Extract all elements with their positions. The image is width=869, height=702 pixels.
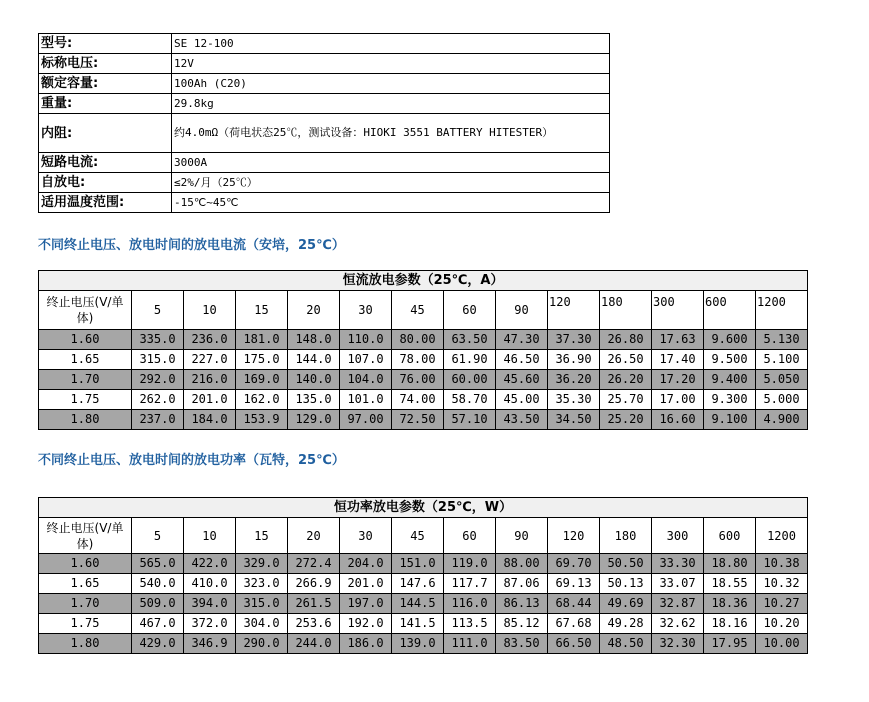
- value-cell: 5.050: [756, 370, 808, 390]
- value-cell: 25.20: [600, 410, 652, 430]
- column-header: 300: [652, 291, 704, 330]
- table-row: [39, 574, 808, 594]
- value-cell: 69.13: [548, 574, 600, 594]
- value-cell: 25.70: [600, 390, 652, 410]
- value-cell: 9.500: [704, 350, 756, 370]
- value-cell: 80.00: [392, 330, 444, 350]
- value-cell: 10.20: [756, 614, 808, 634]
- value-cell: 32.62: [652, 614, 704, 634]
- current-section-title: 不同终止电压、放电时间的放电电流（安培，25℃）: [38, 238, 345, 253]
- table-header-row: [39, 518, 808, 554]
- value-cell: 48.50: [600, 634, 652, 654]
- value-cell: 50.50: [600, 554, 652, 574]
- value-cell: 201.0: [184, 390, 236, 410]
- spec-key: 适用温度范围:: [39, 193, 172, 213]
- value-cell: 9.400: [704, 370, 756, 390]
- spec-key: 内阻:: [39, 114, 172, 153]
- value-cell: 34.50: [548, 410, 600, 430]
- value-cell: 410.0: [184, 574, 236, 594]
- value-cell: 104.0: [340, 370, 392, 390]
- value-cell: 66.50: [548, 634, 600, 654]
- value-cell: 9.300: [704, 390, 756, 410]
- column-header: 30: [340, 518, 392, 554]
- value-cell: 17.40: [652, 350, 704, 370]
- value-cell: 87.06: [496, 574, 548, 594]
- spec-key: 型号:: [39, 34, 172, 54]
- column-header: 60: [444, 518, 496, 554]
- spec-value: 29.8kg: [172, 94, 610, 114]
- value-cell: 97.00: [340, 410, 392, 430]
- value-cell: 107.0: [340, 350, 392, 370]
- value-cell: 151.0: [392, 554, 444, 574]
- value-cell: 147.6: [392, 574, 444, 594]
- column-header: 15: [236, 518, 288, 554]
- spec-key: 额定容量:: [39, 74, 172, 94]
- value-cell: 88.00: [496, 554, 548, 574]
- value-cell: 162.0: [236, 390, 288, 410]
- cutoff-voltage-cell: 1.60: [39, 330, 132, 350]
- value-cell: 49.69: [600, 594, 652, 614]
- power-section-title: 不同终止电压、放电时间的放电功率（瓦特，25℃）: [38, 453, 345, 468]
- table-row: [39, 330, 808, 350]
- value-cell: 35.30: [548, 390, 600, 410]
- spec-row: [39, 193, 610, 213]
- table-caption-row: [39, 498, 808, 518]
- value-cell: 78.00: [392, 350, 444, 370]
- value-cell: 135.0: [288, 390, 340, 410]
- value-cell: 86.13: [496, 594, 548, 614]
- value-cell: 9.100: [704, 410, 756, 430]
- value-cell: 68.44: [548, 594, 600, 614]
- value-cell: 315.0: [236, 594, 288, 614]
- spec-row: [39, 54, 610, 74]
- column-header: 120: [548, 518, 600, 554]
- column-header: 15: [236, 291, 288, 330]
- table-row: [39, 554, 808, 574]
- value-cell: 18.80: [704, 554, 756, 574]
- value-cell: 74.00: [392, 390, 444, 410]
- value-cell: 63.50: [444, 330, 496, 350]
- value-cell: 153.9: [236, 410, 288, 430]
- spec-value: 100Ah (C20): [172, 74, 610, 94]
- column-header: 1200: [756, 291, 808, 330]
- value-cell: 10.00: [756, 634, 808, 654]
- cutoff-voltage-cell: 1.65: [39, 350, 132, 370]
- table-caption: 恒流放电参数（25℃，A）: [39, 271, 808, 291]
- cutoff-voltage-cell: 1.75: [39, 390, 132, 410]
- value-cell: 10.27: [756, 594, 808, 614]
- column-header: 5: [132, 518, 184, 554]
- column-header: 1200: [756, 518, 808, 554]
- value-cell: 139.0: [392, 634, 444, 654]
- table-caption: 恒功率放电参数（25℃，W）: [39, 498, 808, 518]
- value-cell: 5.130: [756, 330, 808, 350]
- value-cell: 290.0: [236, 634, 288, 654]
- value-cell: 201.0: [340, 574, 392, 594]
- column-header: 10: [184, 518, 236, 554]
- column-header: 90: [496, 291, 548, 330]
- spec-value: 12V: [172, 54, 610, 74]
- value-cell: 17.63: [652, 330, 704, 350]
- table-caption-row: [39, 271, 808, 291]
- value-cell: 10.32: [756, 574, 808, 594]
- column-header: 10: [184, 291, 236, 330]
- value-cell: 16.60: [652, 410, 704, 430]
- value-cell: 49.28: [600, 614, 652, 634]
- column-header: 20: [288, 291, 340, 330]
- value-cell: 394.0: [184, 594, 236, 614]
- value-cell: 18.16: [704, 614, 756, 634]
- spec-row: [39, 94, 610, 114]
- value-cell: 181.0: [236, 330, 288, 350]
- value-cell: 113.5: [444, 614, 496, 634]
- value-cell: 33.30: [652, 554, 704, 574]
- value-cell: 304.0: [236, 614, 288, 634]
- column-header: 120: [548, 291, 600, 330]
- value-cell: 169.0: [236, 370, 288, 390]
- value-cell: 18.55: [704, 574, 756, 594]
- spec-key: 短路电流:: [39, 153, 172, 173]
- value-cell: 26.80: [600, 330, 652, 350]
- value-cell: 10.38: [756, 554, 808, 574]
- value-cell: 540.0: [132, 574, 184, 594]
- corner-header: 终止电压(V/单体): [39, 518, 132, 554]
- cutoff-voltage-cell: 1.60: [39, 554, 132, 574]
- table-row: [39, 410, 808, 430]
- value-cell: 244.0: [288, 634, 340, 654]
- column-header: 600: [704, 291, 756, 330]
- value-cell: 262.0: [132, 390, 184, 410]
- power-discharge-table: [38, 497, 808, 654]
- value-cell: 266.9: [288, 574, 340, 594]
- value-cell: 429.0: [132, 634, 184, 654]
- spec-value: 3000A: [172, 153, 610, 173]
- spec-key: 自放电:: [39, 173, 172, 193]
- value-cell: 83.50: [496, 634, 548, 654]
- value-cell: 32.87: [652, 594, 704, 614]
- value-cell: 197.0: [340, 594, 392, 614]
- value-cell: 85.12: [496, 614, 548, 634]
- value-cell: 216.0: [184, 370, 236, 390]
- value-cell: 32.30: [652, 634, 704, 654]
- table-row: [39, 350, 808, 370]
- value-cell: 227.0: [184, 350, 236, 370]
- cutoff-voltage-cell: 1.80: [39, 410, 132, 430]
- column-header: 180: [600, 518, 652, 554]
- table-row: [39, 634, 808, 654]
- spec-key: 标称电压:: [39, 54, 172, 74]
- value-cell: 236.0: [184, 330, 236, 350]
- value-cell: 57.10: [444, 410, 496, 430]
- corner-header: 终止电压(V/单体): [39, 291, 132, 330]
- spec-row: [39, 34, 610, 54]
- spec-row: [39, 153, 610, 173]
- cutoff-voltage-cell: 1.70: [39, 594, 132, 614]
- spec-value: SE 12-100: [172, 34, 610, 54]
- value-cell: 18.36: [704, 594, 756, 614]
- value-cell: 43.50: [496, 410, 548, 430]
- value-cell: 315.0: [132, 350, 184, 370]
- value-cell: 45.60: [496, 370, 548, 390]
- value-cell: 36.90: [548, 350, 600, 370]
- value-cell: 422.0: [184, 554, 236, 574]
- spec-row: [39, 74, 610, 94]
- value-cell: 36.20: [548, 370, 600, 390]
- value-cell: 175.0: [236, 350, 288, 370]
- value-cell: 184.0: [184, 410, 236, 430]
- cutoff-voltage-cell: 1.80: [39, 634, 132, 654]
- current-discharge-table: [38, 270, 808, 430]
- table-row: [39, 390, 808, 410]
- value-cell: 292.0: [132, 370, 184, 390]
- value-cell: 148.0: [288, 330, 340, 350]
- value-cell: 46.50: [496, 350, 548, 370]
- column-header: 45: [392, 291, 444, 330]
- value-cell: 117.7: [444, 574, 496, 594]
- value-cell: 58.70: [444, 390, 496, 410]
- value-cell: 72.50: [392, 410, 444, 430]
- value-cell: 565.0: [132, 554, 184, 574]
- spec-row: [39, 173, 610, 193]
- value-cell: 37.30: [548, 330, 600, 350]
- value-cell: 346.9: [184, 634, 236, 654]
- cutoff-voltage-cell: 1.65: [39, 574, 132, 594]
- value-cell: 17.00: [652, 390, 704, 410]
- value-cell: 26.20: [600, 370, 652, 390]
- value-cell: 67.68: [548, 614, 600, 634]
- cutoff-voltage-cell: 1.70: [39, 370, 132, 390]
- value-cell: 467.0: [132, 614, 184, 634]
- value-cell: 335.0: [132, 330, 184, 350]
- value-cell: 50.13: [600, 574, 652, 594]
- value-cell: 141.5: [392, 614, 444, 634]
- column-header: 45: [392, 518, 444, 554]
- value-cell: 129.0: [288, 410, 340, 430]
- value-cell: 33.07: [652, 574, 704, 594]
- value-cell: 261.5: [288, 594, 340, 614]
- spec-key: 重量:: [39, 94, 172, 114]
- value-cell: 45.00: [496, 390, 548, 410]
- value-cell: 140.0: [288, 370, 340, 390]
- value-cell: 119.0: [444, 554, 496, 574]
- value-cell: 237.0: [132, 410, 184, 430]
- spec-value: ≤2%/月（25℃）: [172, 173, 610, 193]
- column-header: 30: [340, 291, 392, 330]
- value-cell: 204.0: [340, 554, 392, 574]
- table-row: [39, 614, 808, 634]
- value-cell: 186.0: [340, 634, 392, 654]
- spec-row: [39, 114, 610, 153]
- value-cell: 76.00: [392, 370, 444, 390]
- value-cell: 26.50: [600, 350, 652, 370]
- value-cell: 60.00: [444, 370, 496, 390]
- value-cell: 17.95: [704, 634, 756, 654]
- column-header: 600: [704, 518, 756, 554]
- value-cell: 61.90: [444, 350, 496, 370]
- column-header: 60: [444, 291, 496, 330]
- column-header: 180: [600, 291, 652, 330]
- value-cell: 323.0: [236, 574, 288, 594]
- table-header-row: [39, 291, 808, 330]
- value-cell: 101.0: [340, 390, 392, 410]
- value-cell: 5.000: [756, 390, 808, 410]
- value-cell: 509.0: [132, 594, 184, 614]
- value-cell: 144.0: [288, 350, 340, 370]
- value-cell: 116.0: [444, 594, 496, 614]
- value-cell: 253.6: [288, 614, 340, 634]
- value-cell: 372.0: [184, 614, 236, 634]
- column-header: 90: [496, 518, 548, 554]
- value-cell: 110.0: [340, 330, 392, 350]
- value-cell: 329.0: [236, 554, 288, 574]
- column-header: 5: [132, 291, 184, 330]
- value-cell: 5.100: [756, 350, 808, 370]
- value-cell: 272.4: [288, 554, 340, 574]
- spec-value: 约4.0mΩ（荷电状态25℃，测试设备：HIOKI 3551 BATTERY HITESTER）: [172, 114, 610, 153]
- value-cell: 192.0: [340, 614, 392, 634]
- column-header: 20: [288, 518, 340, 554]
- table-row: [39, 594, 808, 614]
- value-cell: 69.70: [548, 554, 600, 574]
- value-cell: 9.600: [704, 330, 756, 350]
- column-header: 300: [652, 518, 704, 554]
- spec-table: [38, 33, 610, 213]
- value-cell: 144.5: [392, 594, 444, 614]
- value-cell: 4.900: [756, 410, 808, 430]
- cutoff-voltage-cell: 1.75: [39, 614, 132, 634]
- table-row: [39, 370, 808, 390]
- value-cell: 47.30: [496, 330, 548, 350]
- value-cell: 17.20: [652, 370, 704, 390]
- value-cell: 111.0: [444, 634, 496, 654]
- spec-value: -15℃~45℃: [172, 193, 610, 213]
